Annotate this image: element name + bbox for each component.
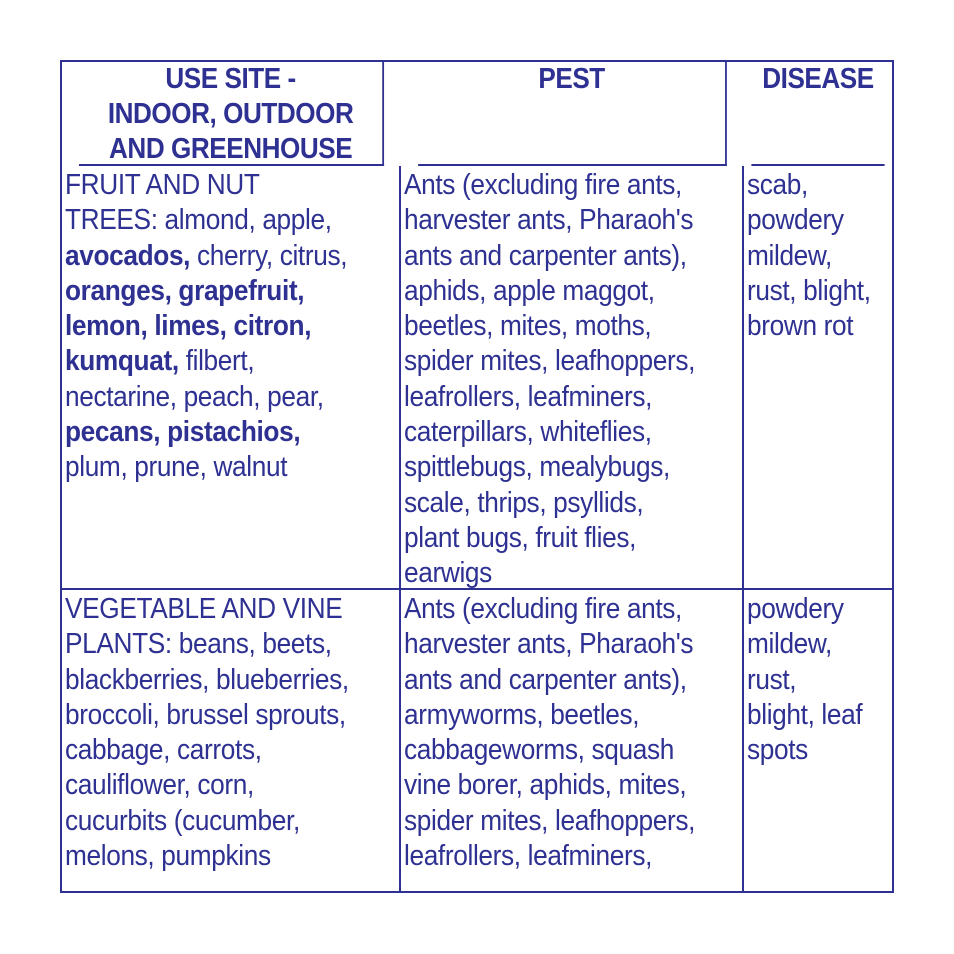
regular-text: plum, prune, walnut [65, 451, 288, 484]
header-disease-label: DISEASE [762, 63, 874, 95]
cell-line [65, 415, 397, 450]
cell-line [65, 203, 397, 238]
row-2-pest [401, 590, 744, 891]
row-2-pest-text [404, 592, 740, 874]
cell-line: powdery [747, 204, 844, 237]
cell-line: rust, [747, 663, 797, 696]
cell-line: rust, blight, [747, 274, 871, 307]
cell-line: armyworms, beetles, [404, 698, 640, 731]
cell-line: harvester ants, Pharaoh's [404, 628, 694, 661]
header-disease [751, 62, 884, 166]
cell-line: spittlebugs, mealybugs, [404, 451, 670, 484]
cell-line [65, 768, 397, 803]
cell-line [65, 450, 397, 485]
cell-line [65, 698, 397, 733]
cell-line [65, 274, 397, 309]
use-site-table [60, 60, 894, 893]
cell-line: beetles, mites, moths, [404, 310, 652, 343]
header-use-site-line: INDOOR, OUTDOOR [107, 98, 354, 130]
header-use-site-line: AND GREENHOUSE [109, 133, 353, 165]
regular-text: cabbage, carrots, [65, 734, 262, 767]
cell-line: cabbageworms, squash [404, 734, 674, 767]
cell-line [65, 804, 397, 839]
cell-line [65, 592, 397, 627]
cell-line: vine borer, aphids, mites, [404, 769, 687, 802]
cell-line: ants and carpenter ants), [404, 663, 687, 696]
regular-text: cherry, citrus, [190, 239, 348, 272]
row-1-pest [401, 166, 744, 590]
cell-line: spider mites, leafhoppers, [404, 804, 696, 837]
cell-line [65, 839, 397, 874]
regular-text: nectarine, peach, pear, [65, 380, 324, 413]
cell-line: ants and carpenter ants), [404, 239, 687, 272]
cell-line: Ants (excluding fire ants, [404, 169, 682, 201]
bold-text: avocados, [65, 239, 191, 272]
cell-line: leafrollers, leafminers, [404, 840, 653, 873]
cell-line: earwigs [404, 557, 492, 590]
cell-line: spider mites, leafhoppers, [404, 345, 696, 378]
cell-line: spots [747, 734, 808, 767]
cell-line: leafrollers, leafminers, [404, 380, 653, 413]
regular-text: VEGETABLE AND VINE [65, 593, 343, 625]
cell-line [65, 627, 397, 662]
cell-line: scab, [747, 169, 808, 201]
row-1-pest-text [404, 168, 740, 590]
header-pest [418, 62, 727, 166]
cell-line: harvester ants, Pharaoh's [404, 204, 694, 237]
cell-line: Ants (excluding fire ants, [404, 593, 682, 625]
regular-text: PLANTS: beans, beets, [65, 628, 332, 661]
row-2-disease [744, 590, 892, 891]
cell-line [65, 309, 397, 344]
cell-line: plant bugs, fruit flies, [404, 521, 637, 554]
regular-text: filbert, [178, 345, 255, 378]
regular-text: melons, pumpkins [65, 840, 271, 873]
cell-line [65, 663, 397, 698]
row-2-disease-text [747, 592, 891, 768]
regular-text: cauliflower, corn, [65, 769, 254, 802]
row-2-use-site [62, 590, 401, 891]
regular-text: cucurbits (cucumber, [65, 804, 300, 837]
cell-line: mildew, [747, 628, 832, 661]
cell-line: scale, thrips, psyllids, [404, 486, 644, 519]
cell-line: powdery [747, 593, 844, 625]
cell-line [65, 733, 397, 768]
cell-line: aphids, apple maggot, [404, 274, 655, 307]
cell-line: brown rot [747, 310, 854, 343]
bold-text: pecans, pistachios, [65, 416, 301, 449]
cell-line [65, 380, 397, 415]
regular-text: TREES: almond, apple, [65, 204, 332, 237]
row-1-disease [744, 166, 892, 590]
cell-line: caterpillars, whiteflies, [404, 416, 652, 449]
regular-text: blackberries, blueberries, [65, 663, 349, 696]
row-1-use-site-text [65, 168, 397, 486]
bold-text: oranges, grapefruit, [65, 274, 305, 307]
header-pest-label: PEST [538, 63, 605, 95]
bold-text: kumquat, [65, 345, 179, 378]
row-2-use-site-text [65, 592, 397, 874]
cell-line: blight, leaf [747, 698, 863, 731]
cell-line: mildew, [747, 239, 832, 272]
cell-line [65, 168, 397, 203]
regular-text: FRUIT AND NUT [65, 169, 260, 201]
regular-text: broccoli, brussel sprouts, [65, 698, 346, 731]
row-1-use-site [62, 166, 401, 590]
header-use-site-line: USE SITE - [165, 63, 296, 95]
cell-line [65, 344, 397, 379]
bold-text: lemon, limes, citron, [65, 310, 312, 343]
cell-line [65, 239, 397, 274]
row-1-disease-text [747, 168, 891, 344]
header-use-site [79, 62, 384, 166]
